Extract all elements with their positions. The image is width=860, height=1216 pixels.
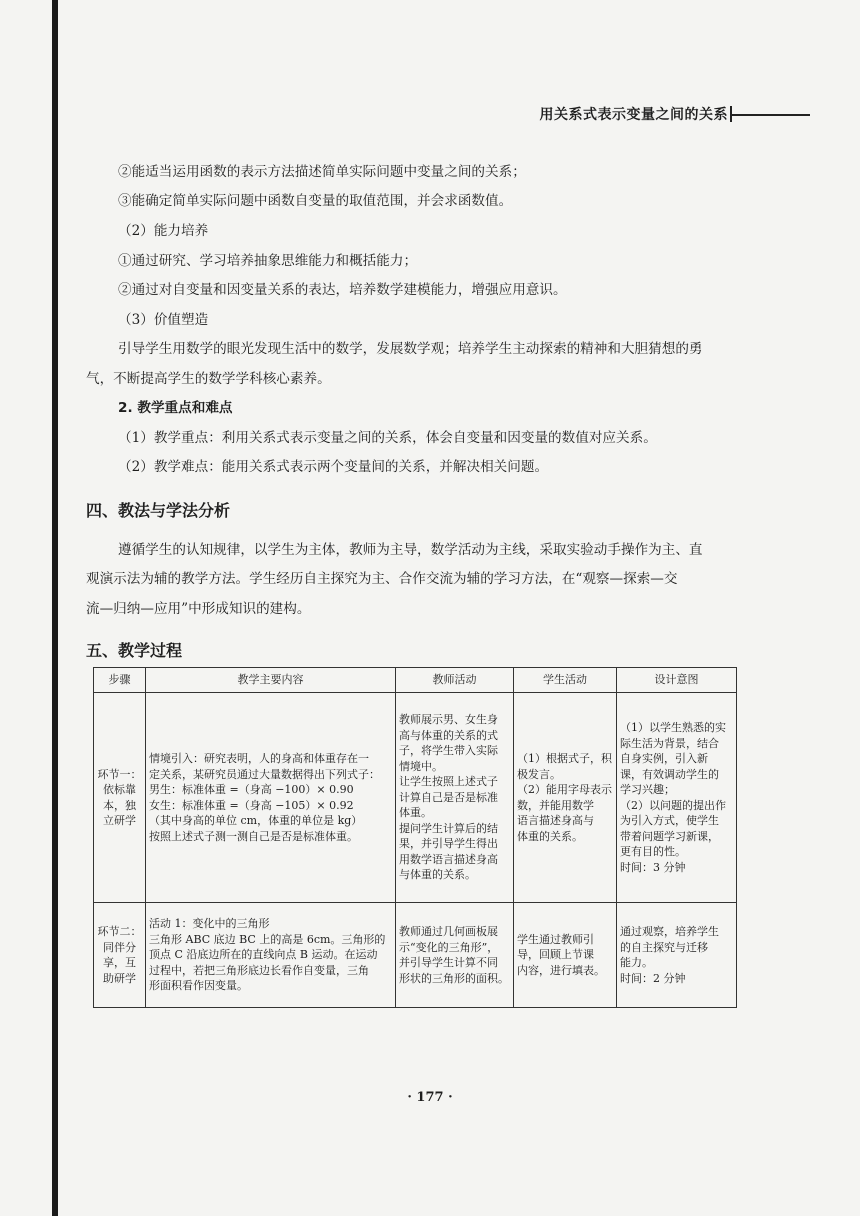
- step-cell: 环节一： 依标靠 本，独 立研学: [94, 693, 146, 903]
- header-design-intent: 设计意图: [617, 668, 737, 693]
- content-cell: 情境引入：研究表明，人的身高和体重存在一 定关系，某研究员通过大量数据得出下列式子： 男生：标准体重 =（身高 −100）× 0.90 女生：标准体重 =（身高 −105）× 0.92 （其中身高的单位 cm，体重的单位是 kg） 按照上述式子测一测自己是否是标准体重。: [146, 693, 396, 903]
- running-head-title: 用关系式表示变量之间的关系: [539, 107, 728, 123]
- student-activity-cell: （1）根据式子，积 极发言。 （2）能用字母表示 数，并能用数学 语言描述身高与 体重的关系。: [514, 693, 617, 903]
- teacher-activity-cell: 教师通过几何画板展 示“变化的三角形”， 并引导学生计算不同 形状的三角形的面积。: [396, 903, 514, 1008]
- table-row: [94, 903, 737, 1008]
- section-4-line-2: 观演示法为辅的教学方法。学生经历自主探究为主、合作交流为辅的学习方法，在“观察—探索—交: [86, 571, 678, 587]
- objective-2: ②能适当运用函数的表示方法描述简单实际问题中变量之间的关系；: [118, 164, 526, 180]
- subheading-key-points: 2. 教学重点和难点: [118, 400, 233, 416]
- table-header-row: [94, 668, 737, 693]
- subheading-value: （3）价值塑造: [118, 312, 209, 328]
- teacher-activity-cell: 教师展示男、女生身 高与体重的关系的式 子，将学生带入实际 情境中。 让学生按照上述式子 计算自己是否是标准 体重。 提问学生计算后的结 果，并引导学生得出 用数学语言描述身高 与体重的关系。: [396, 693, 514, 903]
- book-spine-shadow: [52, 0, 58, 1216]
- value-paragraph-line-1: 引导学生用数学的眼光发现生活中的数学，发展数学观；培养学生主动探索的精神和大胆猜想的勇: [118, 341, 703, 357]
- header-content: 教学主要内容: [146, 668, 396, 693]
- ability-1: ①通过研究、学习培养抽象思维能力和概括能力；: [118, 253, 418, 269]
- ability-2: ②通过对自变量和因变量关系的表达，培养数学建模能力，增强应用意识。: [118, 282, 567, 298]
- header-step: 步骤: [94, 668, 146, 693]
- table-row: [94, 693, 737, 903]
- section-4-line-3: 流—归纳—应用”中形成知识的建构。: [86, 601, 311, 617]
- header-student-activity: 学生活动: [514, 668, 617, 693]
- subheading-ability: （2）能力培养: [118, 223, 209, 239]
- value-paragraph-line-2: 气，不断提高学生的数学学科核心素养。: [86, 371, 331, 387]
- step-cell: 环节二： 同伴分 享，互 助研学: [94, 903, 146, 1008]
- page-number: · 177 ·: [407, 1090, 453, 1105]
- design-intent-cell: （1）以学生熟悉的实 际生活为背景，结合 自身实例，引入新 课，有效调动学生的 学习兴趣； （2）以问题的提出作 为引入方式，使学生 带着问题学习新课， 更有目的性。 时间：3 分钟: [617, 693, 737, 903]
- content-cell: 活动 1：变化中的三角形 三角形 ABC 底边 BC 上的高是 6cm。三角形的 顶点 C 沿底边所在的直线向点 B 运动。在运动 过程中，若把三角形底边长看作自变量，三角 形面积看作因变量。: [146, 903, 396, 1008]
- running-head-rule: [732, 114, 810, 116]
- header-teacher-activity: 教师活动: [396, 668, 514, 693]
- section-5-heading: 五、教学过程: [86, 641, 183, 660]
- student-activity-cell: 学生通过教师引 导，回顾上节课 内容，进行填表。: [514, 903, 617, 1008]
- section-4-heading: 四、教法与学法分析: [86, 501, 231, 520]
- objective-3: ③能确定简单实际问题中函数自变量的取值范围，并会求函数值。: [118, 193, 513, 209]
- difficult-point: （2）教学难点：能用关系式表示两个变量间的关系，并解决相关问题。: [118, 459, 549, 475]
- teaching-process-table: [93, 667, 737, 1008]
- key-point: （1）教学重点：利用关系式表示变量之间的关系，体会自变量和因变量的数值对应关系。: [118, 430, 657, 446]
- design-intent-cell: 通过观察，培养学生 的自主探究与迁移 能力。 时间：2 分钟: [617, 903, 737, 1008]
- section-4-line-1: 遵循学生的认知规律，以学生为主体，教师为主导，数学活动为主线，采取实验动手操作为主、直: [118, 542, 703, 558]
- running-head: [450, 104, 810, 126]
